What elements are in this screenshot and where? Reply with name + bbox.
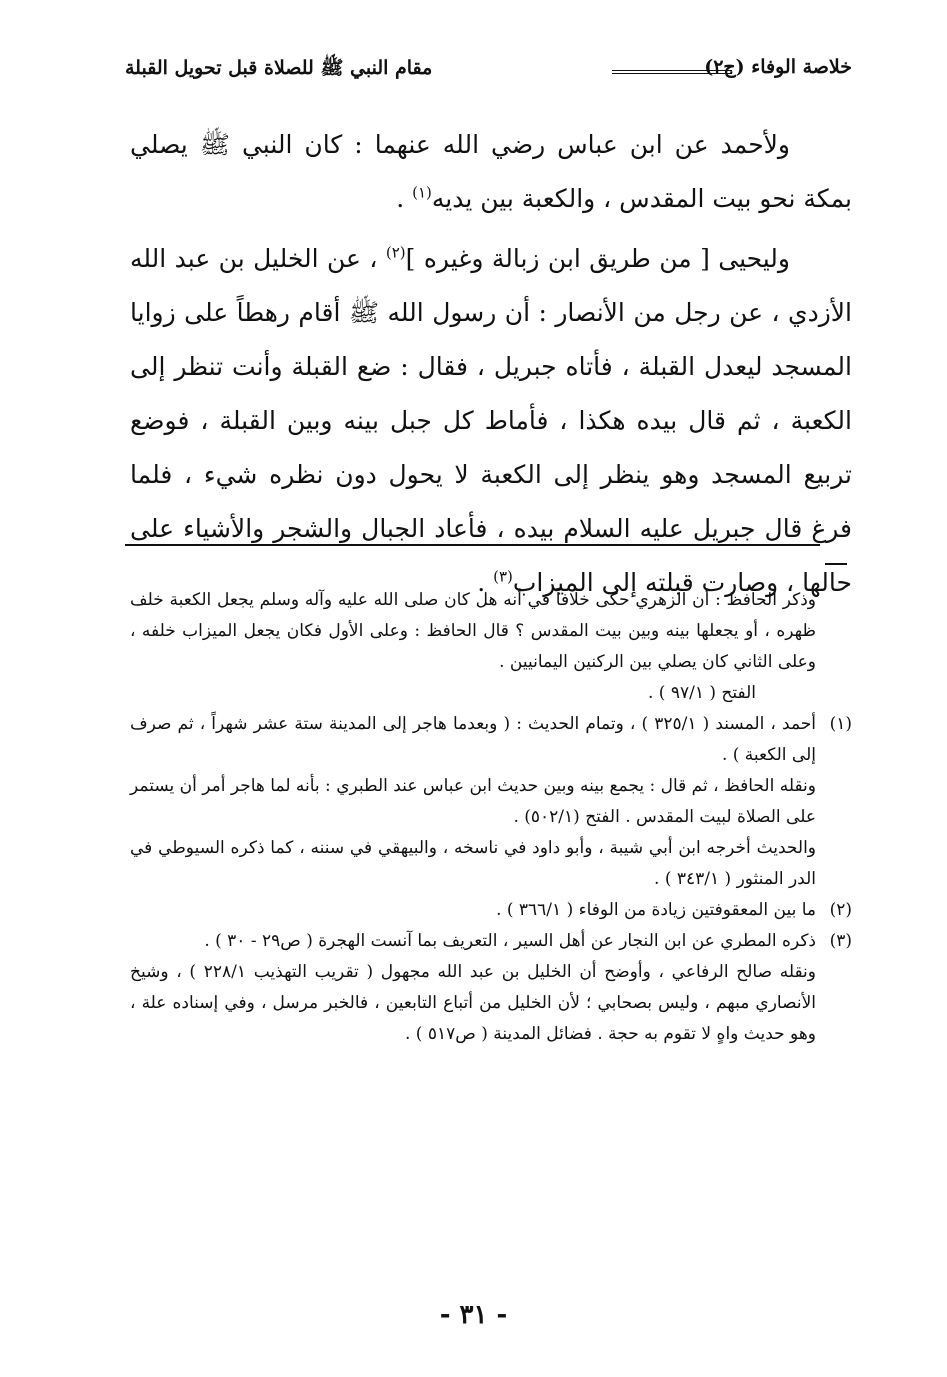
footnote-2 [130,895,852,926]
footnote-continuation-citation: الفتح ( ٩٧/١ ) . [647,683,756,703]
footnote-continuation-mark [825,563,847,565]
header-rule [612,70,732,74]
main-text [130,118,852,610]
running-header [125,48,852,90]
footnote-3-number: (٣) [829,931,852,951]
footnote-1-text-c: والحديث أخرجه ابن أبي شيبة ، وأبو داود في ناسخه ، والبيهقي في سننه ، كما ذكره السيوطي في الدر المنثور ( ٣٤٣/١ ) . [130,838,816,889]
main-paragraph-2 [130,232,852,610]
header-section-title: مقام النبي ﷺ للصلاة قبل تحويل القبلة [125,57,433,79]
main-paragraph-1 [130,118,852,226]
main-paragraph-2-text-b: ، عن الخليل بن عبد الله الأزدي ، عن رجل من الأنصار : أن رسول الله ﷺ أقام رهطاً على زوايا المسجد ليعدل القبلة ، فأتاه جبريل ، فقال : ضع القبلة وأنت تنظر إلى الكعبة ، ثم قال بيده هكذا ، فأماط كل جبل بينه وبين القبلة ، فوضع تربيع المسجد وهو ينظر إلى الكعبة لا يحول دون نظره شيء ، فلما فرغ قال جبريل عليه السلام بيده ، فأعاد الجبال والشجر والأشياء على حالها ، وصارت قبلته إلى الميزاب [130,244,853,597]
page-number: - ٣١ - [439,1300,508,1330]
footnote-ref-2: (٢) [385,243,406,262]
footnote-1-text-a: أحمد ، المسند ( ٣٢٥/١ ) ، وتمام الحديث : ( وبعدما هاجر إلى المدينة ستة عشر شهراً ، ثم صرف إلى الكعبة ) . [130,714,816,765]
footnote-1-number: (١) [829,714,852,734]
footnote-continuation-text: وذكر الحافظ : أن الزهري حكى خلافاً في أنه هل كان صلى الله عليه وآله وسلم يجعل الكعبة خلف ظهره ، أو يجعلها بينه وبين بيت المقدس ؟ قال الحافظ : وعلى الأول فكان يجعل الميزاب خلفه ، وعلى الثاني كان يصلي بين الركنين اليمانيين . [130,590,816,672]
header-book-title: خلاصة الوفاء (ج٢) [704,56,852,78]
footnote-3-body [130,926,816,1050]
main-paragraph-1-text: ولأحمد عن ابن عباس رضي الله عنهما : كان النبي ﷺ يصلي بمكة نحو بيت المقدس ، والكعبة بين يديه [130,130,852,213]
footnote-separator [125,544,820,546]
main-paragraph-2-end: . [477,568,494,597]
footnote-continuation [130,585,852,709]
footnote-3-text-b: ونقله صالح الرفاعي ، وأوضح أن الخليل بن عبد الله مجهول ( تقريب التهذيب ٢٢٨/١ ) ، وشيخ الأنصاري مبهم ، وليس بصحابي ؛ لأن الخليل من أتباع التابعين ، فالخبر مرسل ، وفي إسناده علة ، وهو حديث واهٍ لا تقوم به حجة . فضائل المدينة ( ص٥١٧ ) . [130,962,816,1044]
main-paragraph-2-text-a: وليحيى [ من طريق ابن زبالة وغيره ] [405,244,790,273]
footnote-ref-1: (١) [412,183,432,202]
footnote-1-text-b: ونقله الحافظ ، ثم قال : يجمع بينه وبين حديث ابن عباس عند الطبري : بأنه لما هاجر أمر أن يستمر على الصلاة لبيت المقدس . الفتح (٥٠٢/١) . [130,776,816,827]
footnote-1-body [130,709,816,895]
footnote-3-text-a: ذكره المطري عن ابن النجار عن أهل السير ، التعريف بما آنست الهجرة ( ص٢٩ - ٣٠ ) . [204,931,816,951]
footnote-2-text-a: ما بين المعقوفتين زيادة من الوفاء ( ٣٦٦/١ ) . [496,900,816,920]
footnote-3 [130,926,852,1050]
footnote-1 [130,709,852,895]
footnote-2-body [130,895,816,926]
footnote-ref-3: (٣) [493,567,513,586]
main-paragraph-1-end: . [396,184,413,213]
footnotes [130,585,852,1050]
footnote-2-number: (٢) [829,900,852,920]
